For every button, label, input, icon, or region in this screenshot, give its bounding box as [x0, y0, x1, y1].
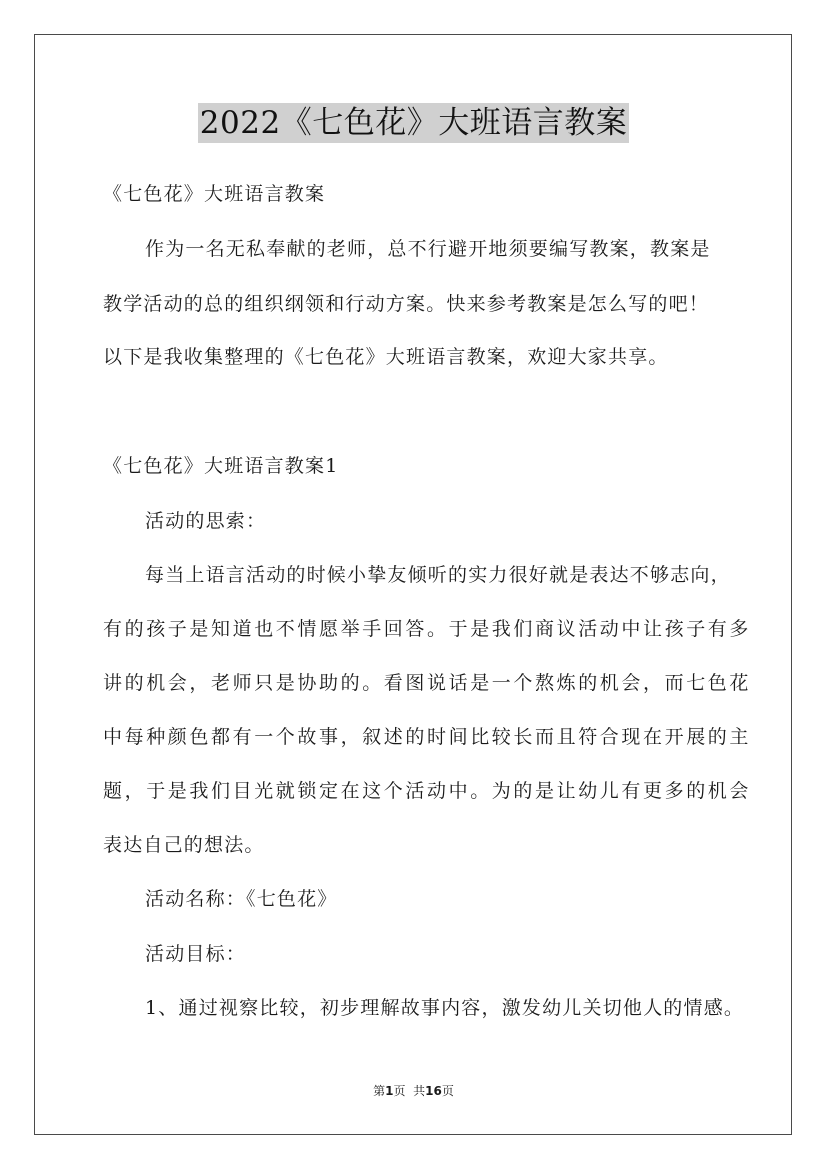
- section-heading: 《七色花》大班语言教案1: [103, 455, 339, 477]
- footer-mid: 页 共: [393, 1084, 426, 1098]
- footer-total-pages: 16: [425, 1084, 442, 1098]
- footer-current-page: 1: [385, 1084, 394, 1098]
- reflection-line-6: 表达自己的想法。: [103, 834, 265, 856]
- activity-name: 活动名称：《七色花》: [145, 888, 338, 910]
- reflection-line-3: 讲的机会，老师只是协助的。看图说话是一个熬炼的机会，而七色花: [103, 672, 752, 694]
- reflection-line-1: 每当上语言活动的时候小挚友倾听的实力很好就是表达不够志向，: [145, 564, 731, 586]
- footer-prefix: 第: [373, 1084, 386, 1098]
- title-container: [0, 103, 827, 143]
- reflection-line-5: 题，于是我们目光就锁定在这个活动中。为的是让幼儿有更多的机会: [103, 780, 752, 802]
- reflection-label: 活动的思索：: [145, 510, 267, 532]
- intro-line-1: 作为一名无私奉献的老师，总不行避开地须要编写教案，教案是: [145, 238, 711, 260]
- reflection-line-4: 中每种颜色都有一个故事，叙述的时间比较长而且符合现在开展的主: [103, 726, 752, 748]
- intro-line-3: 以下是我收集整理的《七色花》大班语言教案，欢迎大家共享。: [103, 346, 669, 368]
- document-heading: 《七色花》大班语言教案: [103, 183, 326, 205]
- document-title: 2022《七色花》大班语言教案: [199, 105, 628, 141]
- reflection-line-2: 有的孩子是知道也不情愿举手回答。于是我们商议活动中让孩子有多: [103, 618, 752, 640]
- goals-label: 活动目标：: [145, 943, 247, 965]
- footer-suffix: 页: [441, 1084, 454, 1098]
- intro-line-2: 教学活动的总的组织纲领和行动方案。快来参考教案是怎么写的吧！: [103, 293, 710, 315]
- page-footer: [0, 1083, 827, 1099]
- goal-item-1: 1、通过视察比较，初步理解故事内容，激发幼儿关切他人的情感。: [145, 997, 745, 1019]
